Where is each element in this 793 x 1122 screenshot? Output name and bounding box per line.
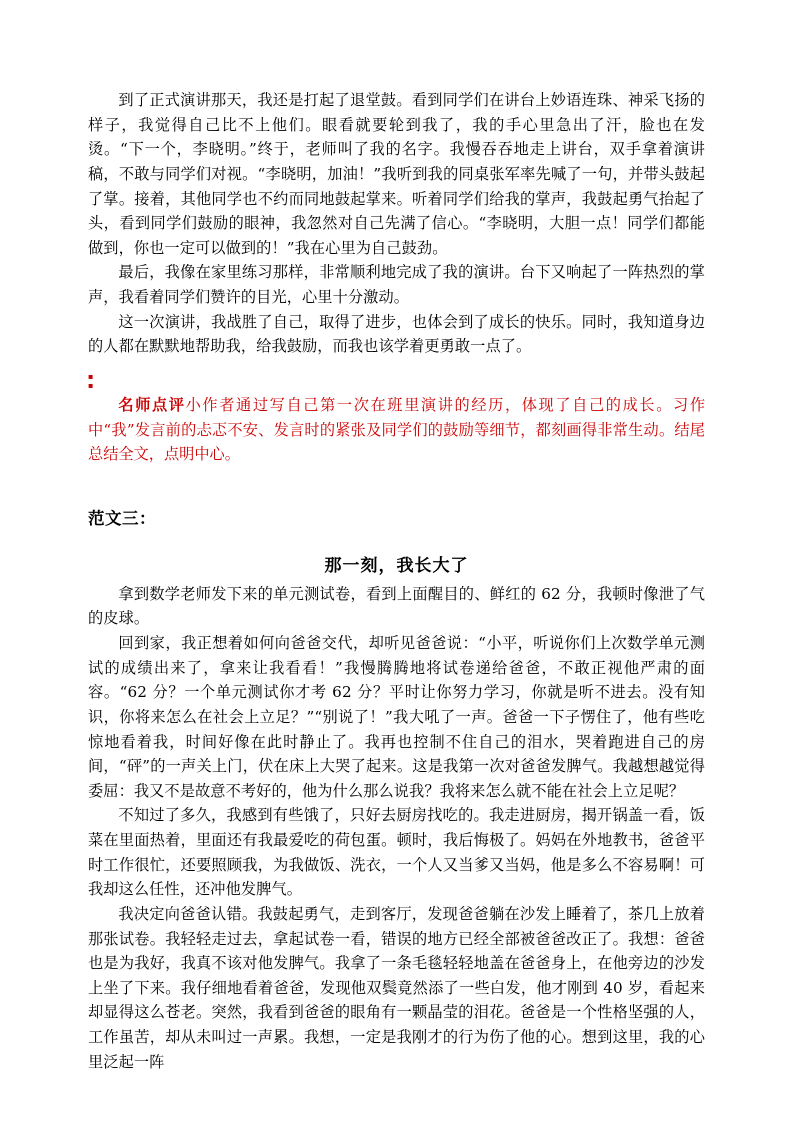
paragraph: 拿到数学老师发下来的单元测试卷，看到上面醒目的、鲜红的 62 分，我顿时像泄了气的皮球。 <box>88 584 705 628</box>
teacher-comment-label: 名师点评 <box>118 395 186 414</box>
document-body <box>88 88 705 1074</box>
teacher-comment-text: 小作者通过写自己第一次在班里演讲的经历，体现了自己的成长。习作中“我”发言前的忐忑不安、发言时的紧张及同学们的鼓励等细节，都刻画得非常生动。结尾总结全文，点明中心。 <box>88 395 706 464</box>
paragraph: 回到家，我正想着如何向爸爸交代，却听见爸爸说：“小平，听说你们上次数学单元测试的成绩出来了，拿来让我看看！”我慢腾腾地将试卷递给爸爸，不敢正视他严肃的面容。“62 分？一个单元测试你才考 62 分？平时让你努力学习，你就是听不进去。没有知识，你将来怎么在社会上立足？”“别说了！”我大吼了一声。爸爸一下子愣住了，他有些吃惊地看着我，时间好像在此时静止了。我再也控制不住自己的泪水，哭着跑进自己的房间，“砰”的一声关上门，伏在床上大哭了起来。这是我第一次对爸爸发脾气。我越想越觉得委屈：我又不是故意不考好的，他为什么那么说我？我将来怎么就不能在社会上立足呢？ <box>88 634 705 800</box>
comment-marker-icon: ▪ <box>88 371 94 381</box>
paragraph: 最后，我像在家里练习那样，非常顺利地完成了我的演讲。台下又响起了一阵热烈的掌声，我看着同学们赞许的目光，心里十分激动。 <box>88 263 705 306</box>
paragraph: 这一次演讲，我战胜了自己，取得了进步，也体会到了成长的快乐。同时，我知道身边的人都在默默地帮助我，给我鼓励，而我也该学着更勇敢一点了。 <box>88 312 705 356</box>
teacher-comment-block <box>88 373 705 467</box>
paragraph: 我决定向爸爸认错。我鼓起勇气，走到客厅，发现爸爸躺在沙发上睡着了，茶几上放着那张试卷。我轻轻走过去，拿起试卷一看，错误的地方已经全部被爸爸改正了。我想：爸爸也是为我好，我真不该对他发脾气。我拿了一条毛毯轻轻地盖在爸爸身上，在他旁边的沙发上坐了下来。我仔细地看着爸爸，发现他双鬓竟然添了一些白发，他才刚到 40 岁，看起来却显得这么苍老。突然，我看到爸爸的眼角有一颗晶莹的泪花。爸爸是一个性格坚强的人，工作虽苦，却从未叫过一声累。我想，一定是我刚才的行为伤了他的心。想到这里，我的心里泛起一阵 <box>88 904 705 1071</box>
paragraph: 不知过了多久，我感到有些饿了，只好去厨房找吃的。我走进厨房，揭开锅盖一看，饭菜在里面热着，里面还有我最爱吃的荷包蛋。顿时，我后悔极了。妈妈在外地教书，爸爸平时工作很忙，还要照顾我，为我做饭、洗衣，一个人又当爹又当妈，他是多么不容易啊！可我却这么任性，还冲他发脾气。 <box>88 806 705 899</box>
essay-title: 那一刻，我长大了 <box>324 555 469 576</box>
section-heading: 范文三： <box>88 508 156 528</box>
teacher-comment <box>88 393 705 467</box>
comment-marker-icon: ▪ <box>88 380 94 390</box>
paragraph: 到了正式演讲那天，我还是打起了退堂鼓。看到同学们在讲台上妙语连珠、神采飞扬的样子，我觉得自己比不上他们。眼看就要轮到我了，我的手心里急出了汗，脸也在发烫。“下一个，李晓明。”终于，老师叫了我的名字。我慢吞吞地走上讲台，双手拿着演讲稿，不敢与同学们对视。“李晓明，加油！”我听到我的同桌张军率先喊了一句，并带头鼓起了掌。接着，其他同学也不约而同地鼓起掌来。听着同学们给我的掌声，我鼓起勇气抬起了头，看到同学们鼓励的眼神，我忽然对自己先满了信心。“李晓明，大胆一点！同学们都能做到，你也一定可以做到的！”我在心里为自己鼓劲。 <box>88 91 705 257</box>
